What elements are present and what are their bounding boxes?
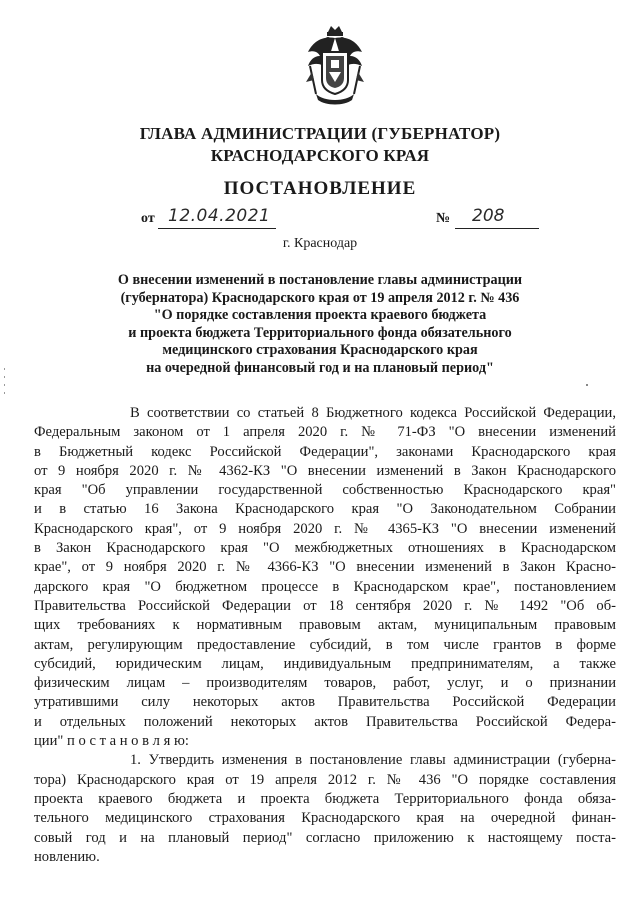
org-name-line1: ГЛАВА АДМИНИСТРАЦИИ (ГУБЕРНАТОР) (139, 124, 501, 143)
date-underline (158, 228, 276, 229)
corner-mark (586, 384, 588, 386)
subject-line: "О порядке составления проекта краевого бюджета (153, 307, 487, 324)
subject-line: О внесении изменений в постановление главы администрации (117, 272, 523, 288)
number-value: 208 (472, 206, 505, 226)
text-line: Федеральным законом от 1 апреля 2020 г. № 71-ФЗ "О внесении изменений (34, 424, 616, 441)
text-line: проекта краевого бюджета и проекта бюджета Территориального фонда обяза- (34, 790, 616, 807)
text-line: Краснодарского края", от 9 ноября 2020 г. № 4365-КЗ "О внесении изменений (34, 520, 616, 537)
krasnodar-coat-of-arms-icon (302, 22, 368, 108)
text-line: в Закон Краснодарского края "О межбюджетных отношениях в Краснодарском (34, 540, 616, 557)
text-line: крае", от 9 ноября 2020 г. № 4366-КЗ "О внесении изменений в Закон Красно- (34, 559, 616, 576)
text-line: и в статью 16 Закона Краснодарского края "О Законодательном Собрании (34, 501, 616, 518)
text-line: и отдельных положений некоторых актов Правительства Российской Федера- (34, 713, 616, 730)
text-line: в Бюджетный кодекс Российской Федерации", законами Краснодарского края (34, 443, 616, 460)
body-text (34, 404, 616, 867)
number-underline (455, 228, 539, 229)
city: г. Краснодар (282, 236, 358, 251)
text-line: физическим лицам – производителям товаров, работ, услуг, и о признании (34, 675, 616, 692)
text-line: края "Об управлении государственной собственностью Краснодарского края" (34, 482, 616, 499)
text-line: тора) Краснодарского края от 19 апреля 2012 г. № 436 "О порядке составления (34, 771, 616, 788)
text-line: актам, регулирующим предоставление субсидий, в том числе грантов в форме (34, 636, 616, 653)
subject-line: и проекта бюджета Территориального фонда обязательного (128, 324, 512, 341)
text-line: щих требованиях к нормативным правовым актам, муниципальным правовым (34, 617, 616, 634)
text-line: совый год и на плановый период" согласно приложению к настоящему поста- (34, 829, 616, 846)
subject-line: медицинского страхования Краснодарского края (162, 342, 478, 359)
text-line: 1. Утвердить изменения в постановление главы администрации (губерна- (130, 752, 616, 769)
paragraph-preamble (34, 404, 616, 751)
subject-line: (губернатора) Краснодарского края от 19 апреля 2012 г. № 436 (120, 289, 520, 306)
date-value: 12.04.2021 (168, 206, 271, 226)
text-line: ции" п о с т а н о в л я ю: (34, 733, 189, 750)
subject-heading (60, 272, 580, 378)
text-line: от 9 ноября 2020 г. № 4362-КЗ "О внесении изменений в Закон Краснодарского (34, 462, 616, 479)
date-label: от (141, 211, 155, 226)
document-title: ПОСТАНОВЛЕНИЕ (223, 178, 417, 199)
org-name-line2: КРАСНОДАРСКОГО КРАЯ (210, 146, 430, 165)
text-line: новлению. (34, 848, 100, 865)
text-line: Правительства Российской Федерации от 18 сентября 2020 г. № 1492 "Об об- (34, 597, 616, 614)
text-line: В соответствии со статьей 8 Бюджетного кодекса Российской Федерации, (130, 405, 616, 421)
text-line: утратившими силу некоторых актов Правительства Российской Федерации (34, 694, 616, 711)
paragraph-item-1 (34, 751, 616, 867)
margin-mark (4, 368, 5, 398)
subject-line: на очередной финансовый год и на плановый период" (146, 359, 494, 376)
text-line: дарского края "О бюджетном процессе в Краснодарском крае", постановлением (34, 578, 616, 595)
text-line: тельного медицинского страхования Краснодарского края на очередной финан- (34, 810, 616, 827)
number-label: № (436, 211, 451, 226)
text-line: субсидий, юридическим лицам, индивидуальным предпринимателям, а также (34, 655, 616, 672)
date-number-row (0, 207, 640, 231)
